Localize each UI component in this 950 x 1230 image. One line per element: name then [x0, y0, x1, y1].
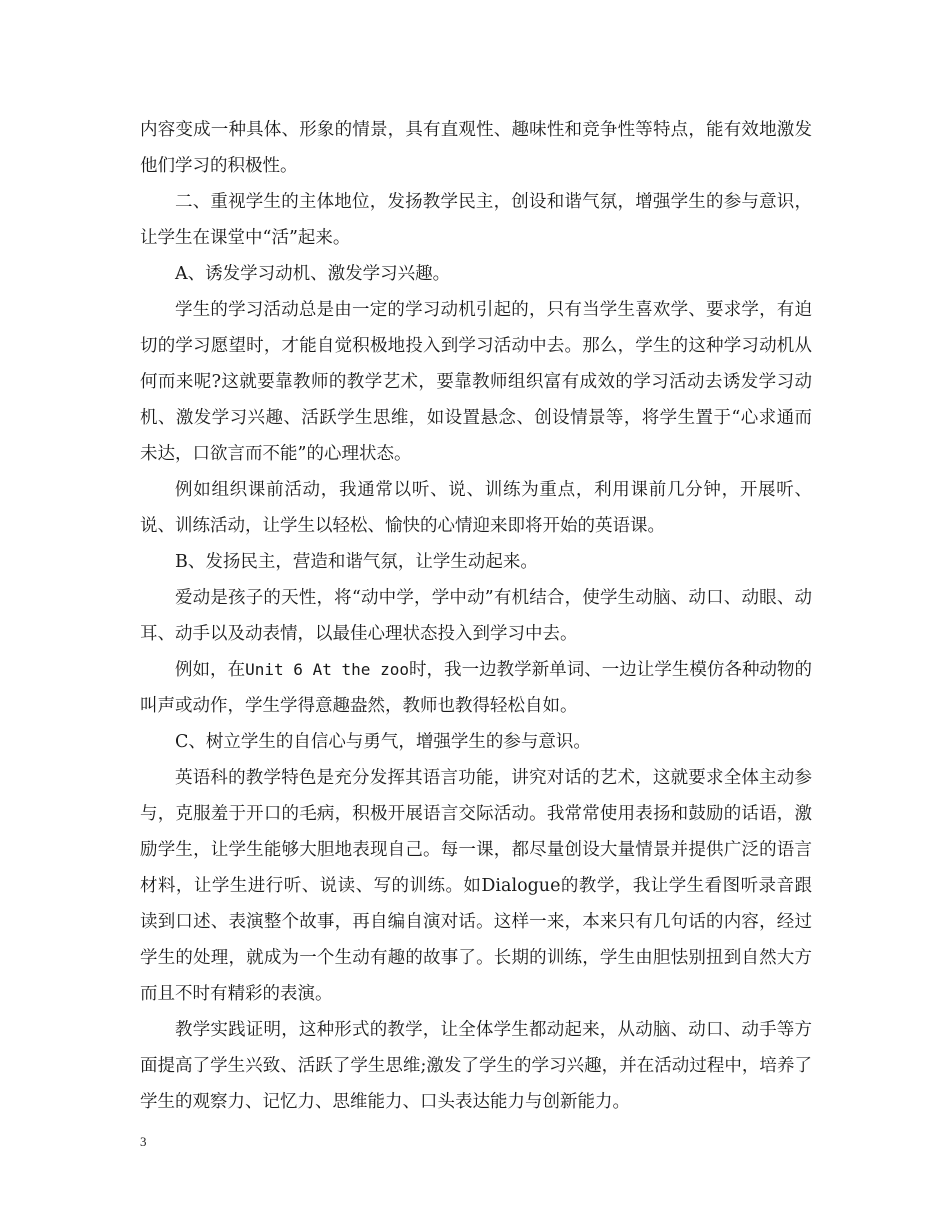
unit-title: Unit 6 At the zoo [245, 660, 409, 679]
paragraph-pre-class-activity: 例如组织课前活动，我通常以听、说、训练为重点，利用课前几分钟，开展听、说、训练活动，让学生以轻松、愉快的心情迎来即将开始的英语课。 [140, 480, 812, 536]
paragraph-unit-example [140, 652, 812, 724]
paragraph-continued: 内容变成一种具体、形象的情景，具有直观性、趣味性和竞争性等特点，能有效地激发他们学习的积极性。 [140, 120, 812, 176]
paragraph-unit-example-rest: 时，我一边教学新单词、一边让学生模仿各种动物的叫声或动作，学生学得意趣盎然，教师也教得轻松自如。 [140, 660, 813, 716]
paragraph-active-learning: 爱动是孩子的天性，将“动中学，学中动”有机结合，使学生动脑、动口、动眼、动耳、动手以及动表情，以最佳心理状态投入到学习中去。 [140, 588, 812, 644]
subheading-a: A、诱发学习动机、激发学习兴趣。 [175, 264, 451, 284]
paragraph-learning-motivation: 学生的学习活动总是由一定的学习动机引起的，只有当学生喜欢学、要求学，有迫切的学习愿望时，才能自觉积极地投入到学习活动中去。那么，学生的这种学习动机从何而来呢?这就要靠教师的教学艺术，要靠教师组织富有成效的学习活动去诱发学习动机、激发学习兴趣、活跃学生思维，如设置悬念、创设情景等，将学生置于“心求通而未达，口欲言而不能”的心理状态。 [140, 300, 812, 464]
section-heading-two: 二、重视学生的主体地位，发扬教学民主，创设和谐气氛，增强学生的参与意识，让学生在课堂中“活”起来。 [140, 192, 812, 248]
subheading-c: C、树立学生的自信心与勇气，增强学生的参与意识。 [175, 732, 591, 752]
paragraph-english-teaching: 英语科的教学特色是充分发挥其语言功能，讲究对话的艺术，这就要求全体主动参与，克服羞于开口的毛病，积极开展语言交际活动。我常常使用表扬和鼓励的话语，激励学生，让学生能够大胆地表现自己。每一课，都尽量创设大量情景并提供广泛的语言材料，让学生进行听、说读、写的训练。如Dialogue的教学，我让学生看图听录音跟读到口述、表演整个故事，再自编自演对话。这样一来，本来只有几句话的内容，经过学生的处理，就成为一个生动有趣的故事了。长期的训练，学生由胆怯别扭到自然大方而且不时有精彩的表演。 [140, 768, 812, 1004]
page-number: 3 [140, 1134, 147, 1149]
subheading-b: B、发扬民主，营造和谐气氛，让学生动起来。 [175, 552, 538, 572]
document-body [140, 112, 812, 1120]
paragraph-unit-example-lead: 例如，在 [175, 660, 246, 680]
paragraph-conclusion: 教学实践证明，这种形式的教学，让全体学生都动起来，从动脑、动口、动手等方面提高了学生兴致、活跃了学生思维;激发了学生的学习兴趣，并在活动过程中，培养了学生的观察力、记忆力、思维能力、口头表达能力与创新能力。 [140, 1020, 812, 1112]
